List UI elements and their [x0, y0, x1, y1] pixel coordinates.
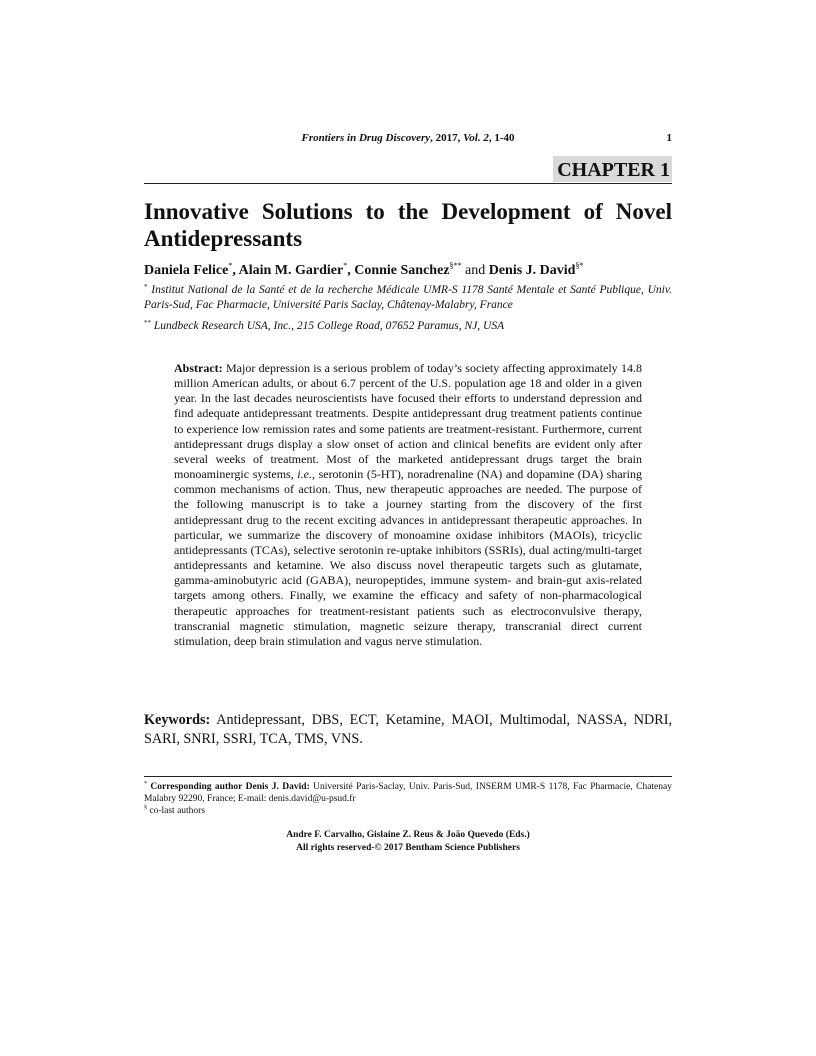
- author-name: Connie Sanchez: [354, 263, 450, 278]
- abstract-label: Abstract:: [174, 361, 223, 375]
- author-mark: *: [228, 261, 233, 270]
- affiliation-mark: **: [144, 319, 151, 327]
- keywords-label: Keywords:: [144, 712, 211, 728]
- footnote-mark: *: [144, 781, 147, 787]
- publisher-info: [144, 829, 672, 855]
- journal-pages: , 1-40: [488, 132, 515, 144]
- footnote-label: Corresponding author Denis J. David:: [147, 782, 310, 792]
- chapter-header: [144, 156, 672, 184]
- author-separator: ,: [347, 263, 355, 278]
- author-separator: ,: [232, 263, 239, 278]
- author-mark: *: [343, 261, 348, 270]
- affiliation-mark: *: [144, 283, 148, 291]
- editors-line: Andre F. Carvalho, Gislaine Z. Reus & João Quevedo (Eds.): [286, 830, 530, 840]
- footnote-divider: [144, 776, 672, 777]
- journal-name: Frontiers in Drug Discovery: [301, 132, 431, 144]
- footnote-colast: [144, 805, 672, 817]
- footnote-mark: §: [144, 805, 147, 811]
- abstract: [174, 361, 642, 649]
- abstract-text: , serotonin (5-HT), noradrenaline (NA) and dopamine (DA) sharing common mechanisms of action. Thus, new therapeutic approaches are needed. The purpose of the following manuscript is to take a journey starting from the discovery of the first antidepressant drug to the recent exciting advances in antidepressant therapeutic approaches. In particular, we summarize the discovery of monoamine oxidase inhibitors (MAOIs), tricyclic antidepressants (TCAs), selective serotonin re-uptake inhibitors (SSRIs), dual acting/multi-target antidepressants and ketamine. We also discuss novel therapeutic targets such as glutamate, gamma-aminobutyric acid (GABA), neuropeptides, immune system- and brain-gut axis-related targets among others. Finally, we examine the efficacy and safety of non-pharmacological therapeutic approaches for treatment-resistant patients such as electroconvulsive therapy, transcranial magnetic stimulation, magnetic seizure therapy, transcranial direct current stimulation, deep brain stimulation and vagus nerve stimulation.: [174, 467, 642, 648]
- affiliation: [144, 283, 672, 313]
- page-number: 1: [666, 132, 672, 144]
- keywords: [144, 711, 672, 749]
- running-head: [144, 132, 672, 144]
- rights-line: All rights reserved-© 2017 Bentham Science Publishers: [296, 843, 520, 853]
- article-title: Innovative Solutions to the Development of Novel Antidepressants: [144, 199, 672, 251]
- journal-volume: Vol. 2: [463, 132, 489, 144]
- author-and: and: [461, 263, 489, 278]
- footnotes: [144, 781, 672, 817]
- author-list: [144, 262, 672, 280]
- affiliation: [144, 319, 672, 334]
- abstract-ie: i.e.: [297, 467, 312, 482]
- affiliation-text: Institut National de la Santé et de la recherche Médicale UMR-S 1178 Santé Mentale et Santé Publique, Univ. Paris-Sud, Fac Pharmacie, Université Paris Saclay, Châtenay-Malabry, France: [144, 284, 672, 311]
- author-name: Alain M. Gardier: [238, 263, 344, 278]
- author-name: Denis J. David: [488, 263, 576, 278]
- journal-year: , 2017,: [430, 132, 464, 144]
- author-name: Daniela Felice: [144, 263, 229, 278]
- author-mark: §*: [575, 261, 584, 270]
- keywords-text: Antidepressant, DBS, ECT, Ketamine, MAOI, Multimodal, NASSA, NDRI, SARI, SNRI, SSRI, TCA, TMS, VNS.: [144, 712, 672, 747]
- footnote-text: co-last authors: [147, 806, 206, 816]
- author-mark: §**: [449, 261, 462, 270]
- abstract-text: Major depression is a serious problem of today’s society affecting approximately 14.8 million American adults, or about 6.7 percent of the U.S. population age 18 and older in a given year. In the last decades neuroscientists have focused their efforts to understand depression and find adequate antidepressant treatments. Despite antidepressant drug treatment patients continue to experience low remission rates and some patients are treatment-resistant. Furthermore, current antidepressant drugs display a slow onset of action and clinical benefits are evident only after several weeks of treatment. Most of the marketed antidepressant drugs target the brain monoaminergic systems,: [174, 361, 642, 482]
- footnote-text: Université Paris-Saclay, Univ. Paris-Sud, INSERM UMR-S 1178, Fac Pharmacie, Chatenay Malabry 92290, France; E-mail: denis.david@u-psud.fr: [144, 782, 672, 804]
- footnote-corresponding: [144, 781, 672, 805]
- affiliation-text: Lundbeck Research USA, Inc., 215 College Road, 07652 Paramus, NJ, USA: [151, 320, 505, 332]
- chapter-label: CHAPTER 1: [553, 156, 672, 182]
